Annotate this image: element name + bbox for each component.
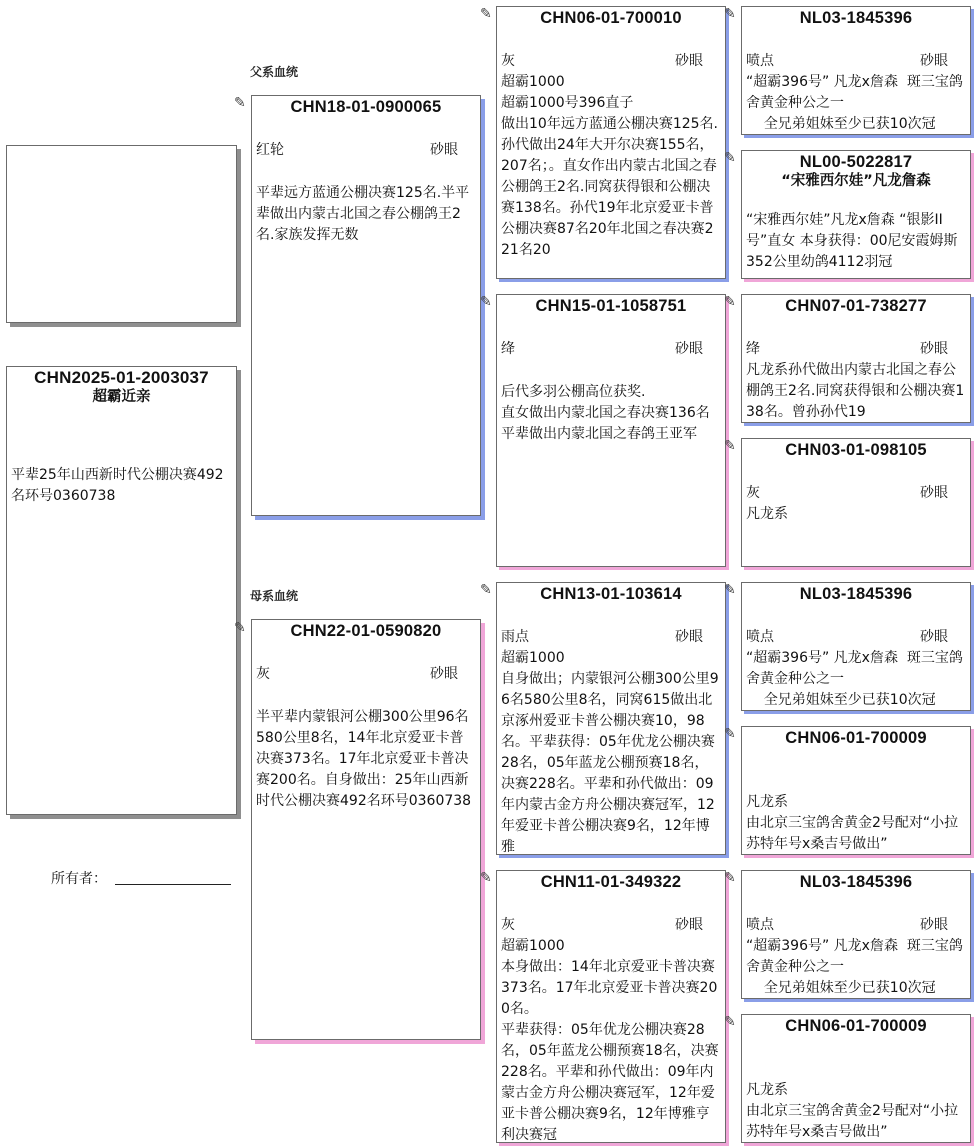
sire-line-label: 父系血统	[250, 65, 299, 79]
sdd-color: 灰	[746, 485, 760, 501]
dsd-ring-number: CHN06-01-700009	[785, 729, 927, 747]
dss-card[interactable]	[741, 582, 971, 711]
ddd-ring-number: CHN06-01-700009	[785, 1017, 927, 1035]
ds-description: 超霸1000 自身做出；内蒙银河公棚300公里96名580公里8名，同窝615做出北京涿州爱亚卡普公棚决赛10，98名。平辈获得：05年优龙公棚决赛28名，05年蓝龙公棚预赛18名，决赛228名。平辈和孙代做出：09年内蒙古金方舟公棚决赛冠军，12年爱亚卡普公棚决赛9名，12年博雅	[501, 650, 719, 855]
sire-ring-number: CHN18-01-0900065	[290, 98, 442, 116]
dds-ring-number: NL03-1845396	[799, 873, 913, 891]
ssd-name: “宋雅西尔娃”凡龙詹森	[781, 173, 931, 189]
pigeon-photo-frame[interactable]	[6, 145, 237, 323]
dd-card[interactable]	[496, 870, 726, 1143]
dss-description: “超霸396号” 凡龙x詹森 斑三宝鸽舍黄金种公之一 全兄弟姐妹至少已获10次冠	[746, 650, 963, 708]
edit-pencil-icon[interactable]: ✎	[480, 870, 492, 886]
sdd-description: 凡龙系	[746, 506, 788, 522]
dds-card[interactable]	[741, 870, 971, 999]
sds-ring-number: CHN07-01-738277	[785, 297, 927, 315]
ds-card[interactable]	[496, 582, 726, 855]
owner-signature-line[interactable]	[115, 884, 231, 885]
sd-color: 绛	[501, 341, 515, 357]
ss-ring-number: CHN06-01-700010	[540, 9, 682, 27]
dd-ring-number: CHN11-01-349322	[540, 873, 682, 891]
edit-pencil-icon[interactable]: ✎	[480, 294, 492, 310]
ss-eye: 砂眼	[675, 53, 703, 69]
sss-description: “超霸396号” 凡龙x詹森 斑三宝鸽舍黄金种公之一 全兄弟姐妹至少已获10次冠	[746, 74, 963, 132]
edit-pencil-icon[interactable]: ✎	[724, 726, 736, 742]
ssd-ring-number: NL00-5022817	[799, 153, 913, 171]
sss-color: 喷点	[746, 53, 774, 69]
owner-label: 所有者：	[51, 871, 107, 887]
sire-color: 红轮	[256, 142, 284, 158]
sire-card[interactable]	[251, 95, 481, 516]
sss-eye: 砂眼	[920, 53, 948, 69]
ss-description: 超霸1000 超霸1000号396直子 做出10年远方蓝通公棚决赛125名. 孙代做出24年大开尔决赛155名，207名；。直女作出内蒙古北国之春公棚鸽王2名.同窝获得银和公棚决赛138名。孙代19年北京爱亚卡普公棚决赛87名20年北国之春决赛221名20	[501, 74, 718, 258]
edit-pencil-icon[interactable]: ✎	[724, 6, 736, 22]
dam-eye: 砂眼	[430, 666, 458, 682]
edit-pencil-icon[interactable]: ✎	[724, 438, 736, 454]
sdd-card[interactable]	[741, 438, 971, 567]
dss-color: 喷点	[746, 629, 774, 645]
subject-ring-number: CHN2025-01-2003037	[34, 368, 209, 387]
dss-eye: 砂眼	[920, 629, 948, 645]
sds-eye: 砂眼	[920, 341, 948, 357]
dss-ring-number: NL03-1845396	[799, 585, 913, 603]
sire-description: 平辈远方蓝通公棚决赛125名.半平辈做出内蒙古北国之春公棚鸽王2名.家族发挥无数	[256, 185, 470, 243]
sds-card[interactable]	[741, 294, 971, 423]
edit-pencil-icon[interactable]: ✎	[724, 150, 736, 166]
sss-card[interactable]	[741, 6, 971, 135]
edit-pencil-icon[interactable]: ✎	[724, 870, 736, 886]
dd-eye: 砂眼	[675, 917, 703, 933]
sire-eye: 砂眼	[430, 142, 458, 158]
edit-pencil-icon[interactable]: ✎	[234, 95, 246, 111]
edit-pencil-icon[interactable]: ✎	[480, 582, 492, 598]
ddd-card[interactable]	[741, 1014, 971, 1143]
sd-card[interactable]	[496, 294, 726, 567]
ss-card[interactable]	[496, 6, 726, 279]
dsd-description: 凡龙系 由北京三宝鸽舍黄金2号配对“小拉苏特年号x桑吉号做出”	[746, 794, 959, 852]
dam-line-label: 母系血统	[250, 589, 299, 603]
ds-ring-number: CHN13-01-103614	[540, 585, 682, 603]
dam-card[interactable]	[251, 619, 481, 1040]
ds-color: 雨点	[501, 629, 529, 645]
edit-pencil-icon[interactable]: ✎	[724, 582, 736, 598]
dsd-card[interactable]	[741, 726, 971, 855]
sds-color: 绛	[746, 341, 760, 357]
sd-description: 后代多羽公棚高位获奖. 直女做出内蒙北国之春决赛136名 平辈做出内蒙北国之春鸽王亚军	[501, 384, 710, 442]
dam-description: 半平辈内蒙银河公棚300公里96名580公里8名，14年北京爱亚卡普决赛373名。17年北京爱亚卡普决赛200名。自身做出：25年山西新时代公棚决赛492名环号0360738	[256, 709, 472, 809]
sd-eye: 砂眼	[675, 341, 703, 357]
dam-ring-number: CHN22-01-0590820	[290, 622, 442, 640]
sdd-eye: 砂眼	[920, 485, 948, 501]
dd-description: 超霸1000 本身做出：14年北京爱亚卡普决赛373名。17年北京爱亚卡普决赛200名。 平辈获得：05年优龙公棚决赛28名，05年蓝龙公棚预赛18名，决赛228名。平辈和孙代做出：09年内蒙古金方舟公棚决赛冠军，12年爱亚卡普公棚决赛9名，12年博雅亨利决赛冠	[501, 938, 719, 1143]
edit-pencil-icon[interactable]: ✎	[234, 620, 246, 636]
edit-pencil-icon[interactable]: ✎	[724, 294, 736, 310]
sdd-ring-number: CHN03-01-098105	[785, 441, 927, 459]
sd-ring-number: CHN15-01-1058751	[535, 297, 687, 315]
sss-ring-number: NL03-1845396	[799, 9, 913, 27]
ds-eye: 砂眼	[675, 629, 703, 645]
ssd-description: “宋雅西尔娃”凡龙x詹森 “银影II号”直女 本身获得：00尼安霞姆斯352公里幼鸽4112羽冠	[746, 212, 958, 270]
sds-description: 凡龙系孙代做出内蒙古北国之春公棚鸽王2名.同窝获得银和公棚决赛138名。曾孙孙代19	[746, 362, 965, 420]
ddd-description: 凡龙系 由北京三宝鸽舍黄金2号配对“小拉苏特年号x桑吉号做出”	[746, 1082, 959, 1140]
ssd-card[interactable]	[741, 150, 971, 279]
dds-description: “超霸396号” 凡龙x詹森 斑三宝鸽舍黄金种公之一 全兄弟姐妹至少已获10次冠	[746, 938, 963, 996]
dds-eye: 砂眼	[920, 917, 948, 933]
subject-description: 平辈25年山西新时代公棚决赛492名环号0360738	[11, 467, 224, 504]
ss-color: 灰	[501, 53, 515, 69]
edit-pencil-icon[interactable]: ✎	[724, 1014, 736, 1030]
dam-color: 灰	[256, 666, 270, 682]
dds-color: 喷点	[746, 917, 774, 933]
subject-name: 超霸近亲	[92, 389, 151, 405]
dd-color: 灰	[501, 917, 515, 933]
edit-pencil-icon[interactable]: ✎	[480, 6, 492, 22]
subject-card[interactable]	[6, 366, 237, 815]
